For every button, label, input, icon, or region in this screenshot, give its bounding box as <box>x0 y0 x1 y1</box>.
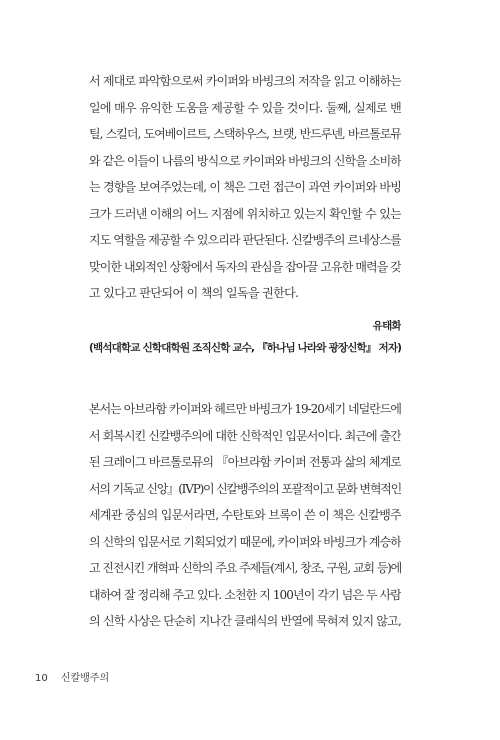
intro-line: 대하여 잘 정리해 주고 있다. 소천한 지 100년이 각기 넘은 두 사람 <box>89 587 401 602</box>
endorsement-line: 맞이한 내외적인 상황에서 독자의 관심을 잡아끌 고유한 매력을 갖 <box>89 259 401 274</box>
running-title: 신칼뱅주의 <box>60 673 110 684</box>
endorsement-line: 틸, 스킬더, 도여베이르트, 스택하우스, 브랫, 반드루넨, 바르톨로뮤 <box>89 127 401 141</box>
endorsement-paragraph <box>89 68 401 307</box>
endorsement-line: 크가 드러낸 이해의 어느 지점에 위치하고 있는지 확인할 수 있는 <box>89 206 401 221</box>
endorsement-line: 지도 역할을 제공할 수 있으리라 판단된다. 신칼뱅주의 르네상스를 <box>89 233 401 247</box>
intro-line: 세계관 중심의 입문서라면, 수탄토와 브록이 쓴 이 책은 신칼뱅주 <box>89 508 401 522</box>
endorsement-line: 서 제대로 파악함으로써 카이퍼와 바빙크의 저작을 읽고 이해하는 <box>89 74 401 88</box>
endorsement-line: 는 경향을 보여주었는데, 이 책은 그런 접근이 과연 카이퍼와 바빙 <box>89 180 401 194</box>
intro-line: 서 회복시킨 신칼뱅주의에 대한 신학적인 입문서이다. 최근에 출간 <box>89 428 401 443</box>
intro-line: 의 신학 사상은 단순히 지나간 클래식의 반열에 묵혀져 있지 않고, <box>89 614 401 628</box>
intro-line: 서의 기독교 신앙』(IVP)이 신칼뱅주의의 포괄적이고 문화 변혁적인 <box>89 481 401 496</box>
intro-paragraph <box>89 396 401 635</box>
endorser-name: 유태화 <box>372 320 401 332</box>
intro-line: 의 신학의 입문서로 기획되었기 때문에, 카이퍼와 바빙크가 계승하 <box>89 534 401 549</box>
endorsement-line: 와 같은 이들이 나름의 방식으로 카이퍼와 바빙크의 신학을 소비하 <box>89 153 401 168</box>
intro-line: 고 진전시킨 개혁파 신학의 주요 주제들(계시, 창조, 구원, 교회 등)에 <box>89 561 401 575</box>
intro-line: 본서는 아브라함 카이퍼와 헤르만 바빙크가 19-20세기 네덜란드에 <box>89 402 401 416</box>
page-footer <box>35 669 109 684</box>
page-number: 10 <box>35 673 48 684</box>
endorser-signature <box>89 315 401 359</box>
endorsement-line: 일에 매우 유익한 도움을 제공할 수 있을 것이다. 둘째, 실제로 밴 <box>89 100 401 115</box>
endorsement-line: 고 있다고 판단되어 이 책의 일독을 권한다. <box>89 286 299 300</box>
intro-line: 된 크레이그 바르톨로뮤의 『아브라함 카이퍼 전통과 삶의 체계로 <box>89 455 401 469</box>
endorser-affiliation: (백석대학교 신학대학원 조직신학 교수, 『하나님 나라와 광장신학』 저자) <box>89 342 401 354</box>
